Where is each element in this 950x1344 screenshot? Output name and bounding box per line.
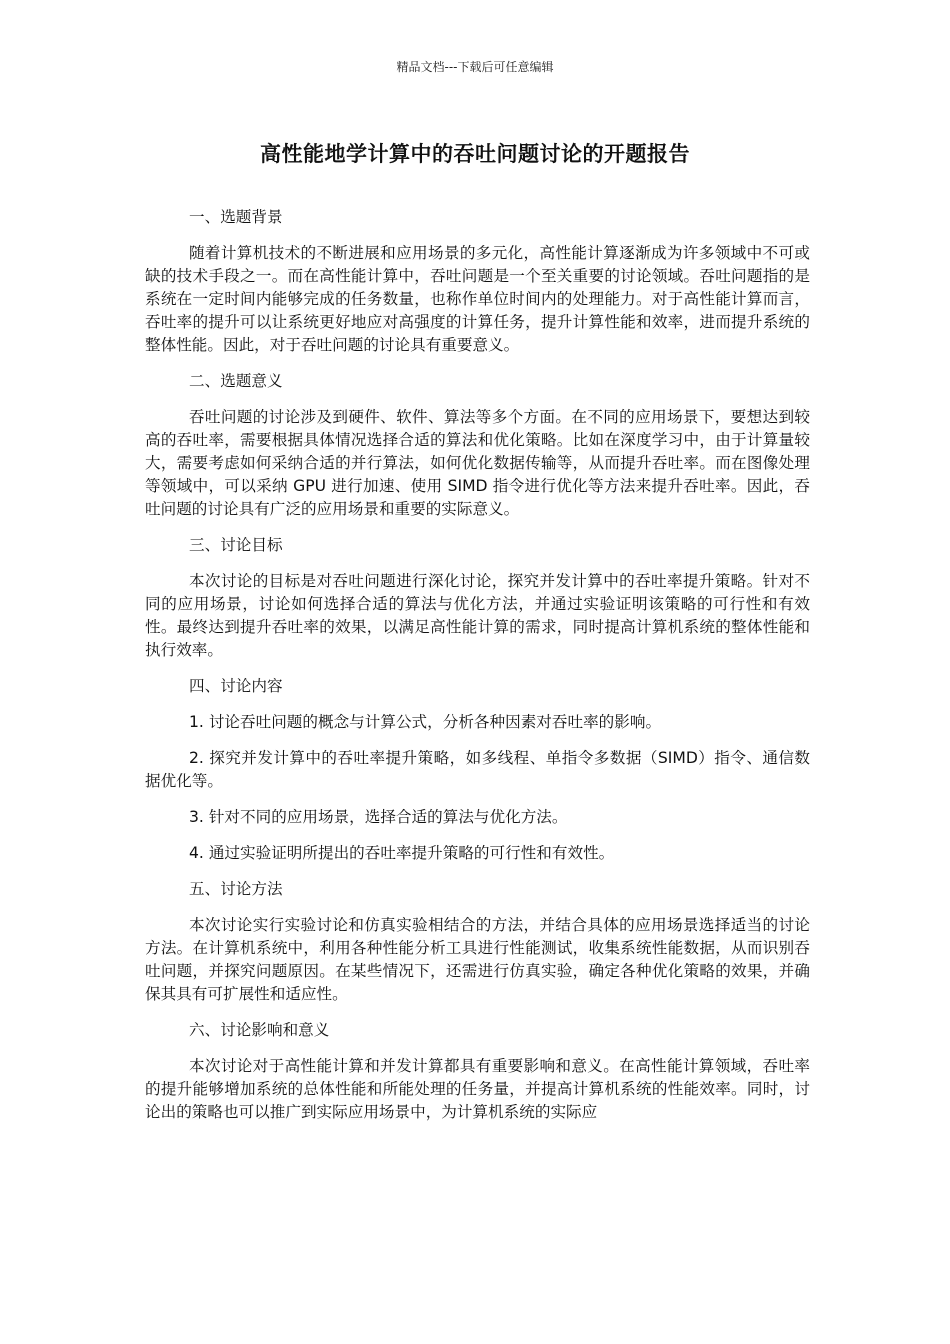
section-heading-impact: 六、讨论影响和意义 bbox=[189, 1021, 330, 1039]
content-list-item: 1. 讨论吞吐问题的概念与计算公式，分析各种因素对吞吐率的影响。 bbox=[189, 713, 662, 731]
section-paragraph: 本次讨论的目标是对吞吐问题进行深化讨论，探究并发计算中的吞吐率提升策略。针对不同的应用场景，讨论如何选择合适的算法与优化方法，并通过实验证明该策略的可行性和有效性。最终达到提升吞吐率的效果，以满足高性能计算的需求，同时提高计算机系统的整体性能和执行效率。 bbox=[145, 572, 810, 659]
section-heading-significance: 二、选题意义 bbox=[189, 372, 283, 390]
section-heading-methods: 五、讨论方法 bbox=[189, 880, 283, 898]
section-paragraph: 本次讨论对于高性能计算和并发计算都具有重要影响和意义。在高性能计算领域，吞吐率的提升能够增加系统的总体性能和所能处理的任务量，并提高计算机系统的性能效率。同时，讨论出的策略也可以推广到实际应用场景中，为计算机系统的实际应 bbox=[145, 1057, 810, 1121]
content-list-item: 2. 探究并发计算中的吞吐率提升策略，如多线程、单指令多数据（SIMD）指令、通信数据优化等。 bbox=[145, 749, 810, 790]
document-title: 高性能地学计算中的吞吐问题讨论的开题报告 bbox=[260, 142, 690, 166]
section-paragraph: 随着计算机技术的不断进展和应用场景的多元化，高性能计算逐渐成为许多领域中不可或缺的技术手段之一。而在高性能计算中，吞吐问题是一个至关重要的讨论领域。吞吐问题指的是系统在一定时间内能够完成的任务数量，也称作单位时间内的处理能力。对于高性能计算而言，吞吐率的提升可以让系统更好地应对高强度的计算任务，提升计算性能和效率，进而提升系统的整体性能。因此，对于吞吐问题的讨论具有重要意义。 bbox=[145, 244, 810, 354]
content-list-item: 4. 通过实验证明所提出的吞吐率提升策略的可行性和有效性。 bbox=[189, 844, 615, 862]
section-heading-content: 四、讨论内容 bbox=[189, 677, 283, 695]
section-paragraph: 本次讨论实行实验讨论和仿真实验相结合的方法，并结合具体的应用场景选择适当的讨论方法。在计算机系统中，利用各种性能分析工具进行性能测试，收集系统性能数据，从而识别吞吐问题，并探究问题原因。在某些情况下，还需进行仿真实验，确定各种优化策略的效果，并确保其具有可扩展性和适应性。 bbox=[145, 916, 810, 1003]
content-list-item: 3. 针对不同的应用场景，选择合适的算法与优化方法。 bbox=[189, 808, 568, 826]
document-body bbox=[145, 206, 810, 1137]
section-heading-background: 一、选题背景 bbox=[189, 208, 283, 226]
section-heading-objectives: 三、讨论目标 bbox=[189, 536, 283, 554]
section-paragraph: 吞吐问题的讨论涉及到硬件、软件、算法等多个方面。在不同的应用场景下，要想达到较高的吞吐率，需要根据具体情况选择合适的算法和优化策略。比如在深度学习中，由于计算量较大，需要考虑如何采纳合适的并行算法，如何优化数据传输等，从而提升吞吐率。而在图像处理等领域中，可以采纳 GPU 进行加速、使用 SIMD 指令进行优化等方法来提升吞吐率。因此，吞吐问题的讨论具有广泛的应用场景和重要的实际意义。 bbox=[145, 408, 810, 518]
page-header-watermark: 精品文档---下载后可任意编辑 bbox=[396, 60, 554, 74]
